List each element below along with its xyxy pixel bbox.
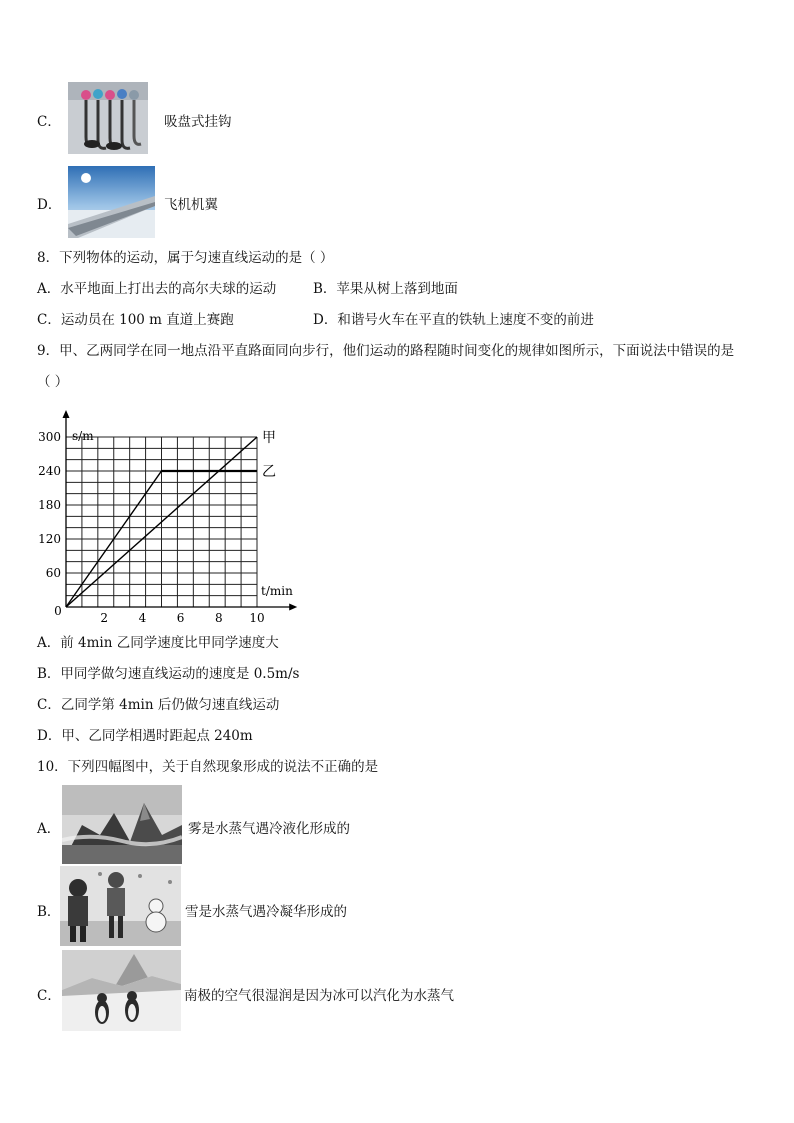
q10-stem: 10．下列四幅图中，关于自然现象形成的说法不正确的是 [37, 759, 379, 775]
suction-hook-image [68, 82, 148, 154]
q9-option-d: D．甲、乙同学相遇时距起点 240m [37, 728, 253, 744]
q8-option-b: B．苹果从树上落到地面 [313, 281, 458, 297]
series-label-1: 甲 [262, 429, 276, 446]
airplane-wing-image [68, 166, 155, 238]
y-tick-label: 120 [38, 531, 61, 546]
snow-children-image [60, 866, 181, 946]
q7-option-d-label: D． [37, 197, 62, 213]
q8-stem: 8．下列物体的运动，属于匀速直线运动的是（ ） [37, 250, 334, 266]
q7-option-c-text: 吸盘式挂钩 [164, 114, 232, 130]
q10-option-c-label: C． [37, 988, 61, 1004]
x-tick-label: 2 [100, 611, 109, 625]
x-tick-label: 4 [138, 611, 147, 625]
y-tick-label: 180 [38, 497, 61, 512]
series-label-2: 乙 [262, 463, 276, 480]
q10-option-b-label: B． [37, 904, 61, 920]
q9-stem-line1: 9．甲、乙两同学在同一地点沿平直路面同向步行，他们运动的路程随时间变化的规律如图所示，下面说法中错误的是 [37, 343, 735, 359]
x-axis-label: t/min [261, 584, 293, 598]
x-axis-arrow [289, 604, 297, 611]
x-tick-label: 10 [249, 611, 265, 625]
q9-option-b: B．甲同学做匀速直线运动的速度是 0.5m/s [37, 666, 300, 682]
y-tick-label: 60 [45, 565, 61, 580]
q9-option-c: C．乙同学第 4min 后仍做匀速直线运动 [37, 697, 280, 713]
q8-option-d: D．和谐号火车在平直的铁轨上速度不变的前进 [313, 312, 594, 328]
y-tick-label: 240 [38, 463, 61, 478]
q10-option-b-text: 雪是水蒸气遇冷凝华形成的 [185, 904, 347, 920]
x-tick-label: 6 [176, 611, 185, 625]
q8-option-c: C．运动员在 100 m 直道上赛跑 [37, 312, 234, 328]
q8-option-a: A．水平地面上打出去的高尔夫球的运动 [37, 281, 277, 297]
x-tick-label: 8 [214, 611, 223, 625]
distance-time-chart [30, 400, 330, 625]
q9-stem-line2: （ ） [37, 374, 69, 390]
q10-option-a-label: A． [37, 821, 61, 837]
antarctic-penguins-image [62, 950, 181, 1031]
q10-option-a-text: 雾是水蒸气遇冷液化形成的 [188, 821, 350, 837]
q9-option-a: A．前 4min 乙同学速度比甲同学速度大 [37, 635, 279, 651]
q7-option-c-label: C． [37, 114, 61, 130]
q10-option-c-text: 南极的空气很湿润是因为冰可以汽化为水蒸气 [184, 988, 454, 1004]
y-axis-arrow [63, 410, 70, 418]
q7-option-d-text: 飞机机翼 [164, 197, 218, 213]
origin-label: 0 [54, 604, 62, 618]
y-tick-label: 300 [38, 429, 61, 444]
fog-mountain-image [62, 785, 182, 864]
y-axis-label: s/m [72, 428, 94, 443]
